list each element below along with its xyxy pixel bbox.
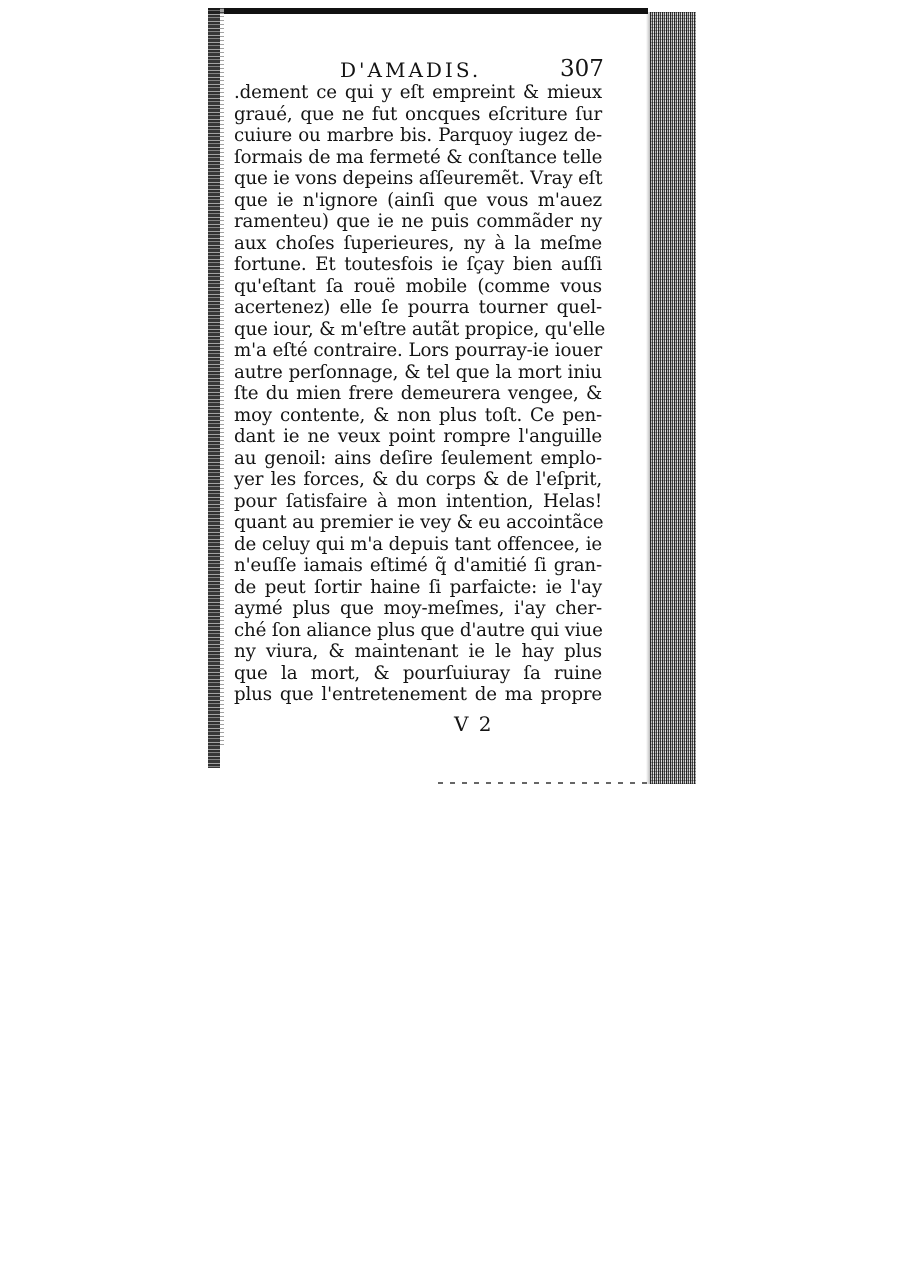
text-line: moy contente, & non plus toſt. Ce pen-	[234, 404, 602, 426]
text-line: plus que l'entretenement de ma propre	[234, 684, 602, 705]
page-number: 307	[560, 56, 604, 82]
text-line: m'a eſté contraire. Lors pourray-ie iouer	[234, 340, 602, 361]
book-page	[208, 8, 696, 784]
text-line: ramenteu) que ie ne puis commãder ny	[234, 211, 602, 232]
text-line: ny viura, & maintenant ie le hay plus	[234, 641, 602, 662]
text-line: au genoil: ains deſire ſeulement emplo-	[234, 447, 602, 469]
body-text	[234, 82, 606, 706]
text-line: que iour, & m'eſtre autãt propice, qu'elle	[234, 318, 606, 340]
text-line: que la mort, & pourſuiuray ſa ruine	[234, 662, 602, 684]
text-line: aux choſes ſuperieures, ny à la meſme	[234, 232, 602, 254]
signature-mark: V 2	[454, 712, 494, 736]
text-line: cuiure ou marbre bis. Parquoy iugez de-	[234, 125, 602, 146]
text-line: que ie n'ignore (ainſi que vous m'auez	[234, 189, 602, 211]
page-bottom-edge	[438, 782, 648, 784]
page-left-edge-inner	[220, 8, 224, 748]
text-line: aymé plus que moy-meſmes, i'ay cher-	[234, 598, 602, 619]
page-top-edge	[208, 8, 648, 14]
text-line: de peut ſortir haine ſi parfaicte: ie l'ay	[234, 576, 602, 598]
text-line: n'euſſe iamais eſtimé q̃ d'amitié ſi gran-	[234, 555, 602, 576]
text-line: .dement ce qui y eſt empreint & mieux	[234, 82, 602, 103]
text-line: ché ſon aliance plus que d'autre qui viue	[234, 619, 603, 641]
text-line: dant ie ne veux point rompre l'anguille	[234, 426, 602, 447]
text-line: acertenez) elle ſe pourra tourner quel-	[234, 297, 602, 318]
text-line: graué, que ne fut oncques eſcriture ſur	[234, 103, 602, 125]
page-right-edge	[650, 12, 696, 784]
page-left-edge	[208, 8, 220, 768]
text-line: de celuy qui m'a depuis tant offencee, ie	[234, 533, 602, 555]
text-line: autre perſonnage, & tel que la mort iniu	[234, 361, 602, 383]
text-line: yer les forces, & du corps & de l'eſprit,	[234, 469, 602, 490]
running-head: D'AMADIS.	[340, 58, 482, 82]
text-line: pour ſatisfaire à mon intention, Helas!	[234, 490, 602, 512]
text-line: fortune. Et toutesfois ie ſçay bien auſſi	[234, 254, 602, 275]
text-line: ſte du mien frere demeurera vengee, &	[234, 383, 602, 404]
text-line: ſormais de ma fermeté & conſtance telle	[234, 146, 603, 168]
text-line: que ie vons depeins aſſeuremẽt. Vray eſt	[234, 168, 603, 189]
text-line: quant au premier ie vey & eu accointãce	[234, 512, 604, 533]
text-line: qu'eſtant ſa rouë mobile (comme vous	[234, 275, 602, 297]
